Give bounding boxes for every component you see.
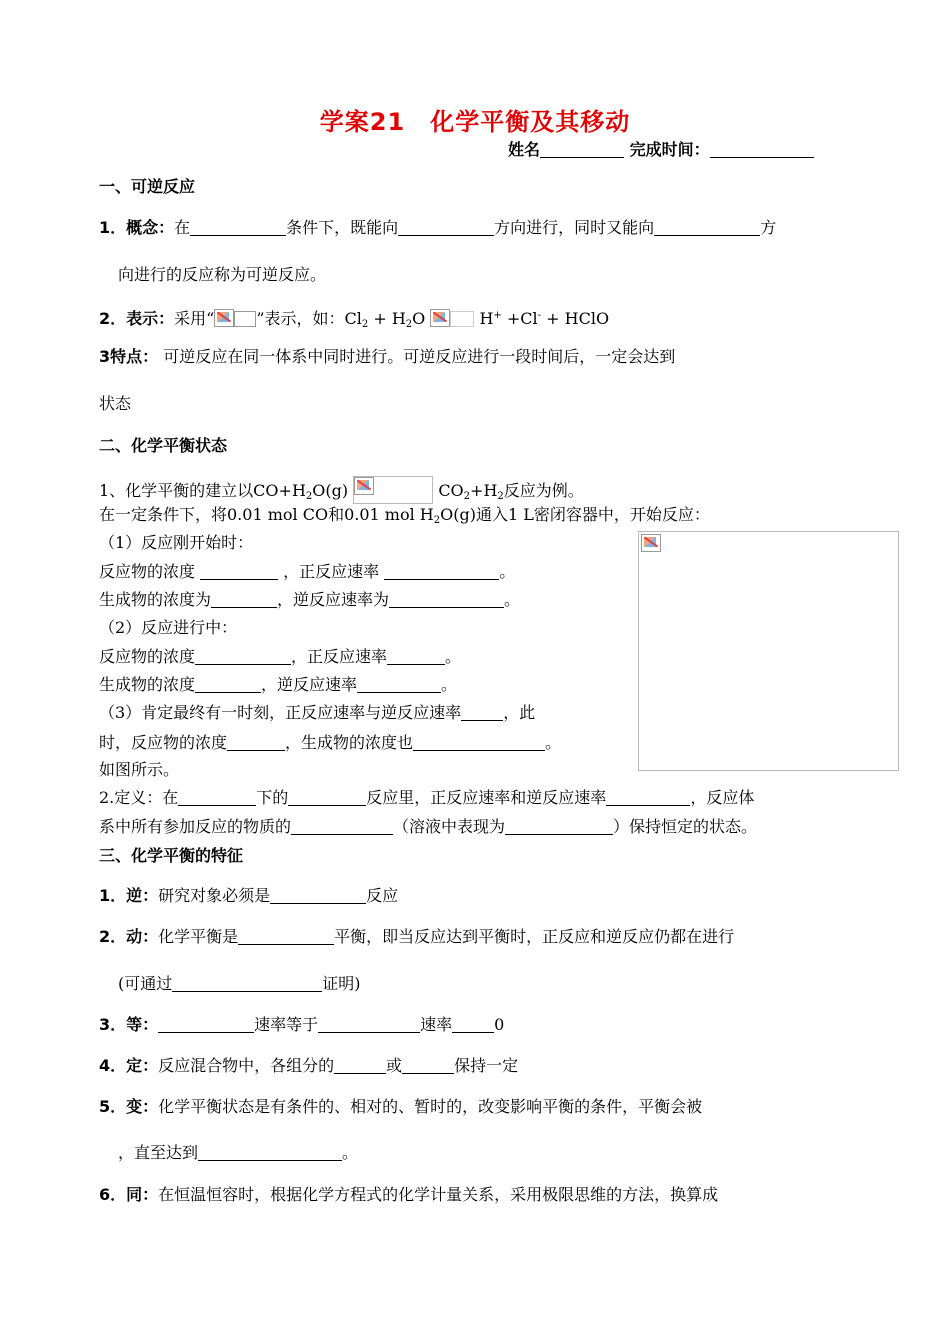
blank[interactable] [172, 975, 322, 992]
text: 时，反应物的浓度 [99, 733, 228, 752]
subscript: 2 [361, 319, 369, 330]
text: 。 [441, 675, 458, 694]
text: ，逆反应速率 [261, 675, 358, 694]
text: 化学平衡是 [158, 927, 239, 946]
text: 或 [386, 1056, 403, 1075]
stage-2-heading: （2）反应进行中： [99, 618, 238, 637]
blank[interactable] [505, 818, 613, 835]
subscript: 2 [305, 491, 313, 502]
text: 速率等于 [254, 1015, 319, 1034]
label: 5．变： [99, 1097, 159, 1116]
feature-fixed [99, 1056, 518, 1076]
text: 。 [499, 562, 516, 581]
rate-time-figure-placeholder [638, 531, 899, 771]
text: 下的 [256, 788, 289, 807]
text: 反应物的浓度 [99, 647, 196, 666]
stage-3-line-b [99, 733, 561, 753]
page-title: 学案21 化学平衡及其移动 [319, 108, 631, 136]
stage-3-line-c: 如图所示。 [99, 760, 180, 779]
feature-change [99, 1097, 702, 1117]
feature-equal [99, 1015, 504, 1035]
section-3-heading: 三、化学平衡的特征 [99, 846, 244, 865]
label: 1．逆： [99, 886, 159, 905]
label: 3．等： [99, 1015, 159, 1034]
text: O [412, 309, 431, 328]
text: ，生成物的浓度也 [285, 733, 414, 752]
stage-2-reactant [99, 647, 461, 667]
conditions-line [99, 505, 710, 531]
definition-line-a [99, 788, 754, 808]
text: 。 [342, 1143, 359, 1162]
text: 反应混合物中，各组分的 [158, 1056, 335, 1075]
subscript: 2 [405, 319, 413, 330]
stage-1-reactant [99, 562, 515, 582]
text: ，此 [503, 703, 536, 722]
text: + H [368, 309, 406, 328]
text: 2.定义：在 [99, 788, 179, 807]
blank[interactable] [195, 648, 291, 665]
blank[interactable] [195, 676, 261, 693]
time-blank[interactable] [710, 141, 814, 158]
label: 2．动： [99, 927, 159, 946]
text: 在一定条件下，将0.01 mol CO和0.01 mol H [99, 505, 434, 524]
text: 方向进行，同时又能向 [494, 218, 655, 237]
text: 。 [545, 733, 562, 752]
blank[interactable] [654, 219, 760, 236]
blank[interactable] [461, 704, 503, 721]
notation-line [99, 306, 609, 335]
blank[interactable] [402, 1057, 454, 1074]
text: 反应物的浓度 [99, 562, 201, 581]
feature-dynamic [99, 927, 734, 947]
blank[interactable] [606, 789, 690, 806]
definition-line-b [99, 817, 757, 837]
blank [234, 311, 256, 327]
blank[interactable] [270, 887, 366, 904]
concept-cont: 向进行的反应称为可逆反应。 [118, 265, 327, 284]
concept-line [99, 218, 776, 238]
text: 采用“ [174, 309, 215, 328]
feature-line [99, 347, 675, 367]
stage-2-product [99, 675, 457, 695]
text: ，正反应速率 [291, 647, 388, 666]
subscript: 2 [463, 491, 471, 502]
blank[interactable] [398, 219, 494, 236]
feature-cont: 状态 [99, 394, 132, 413]
concept-label: 1．概念： [99, 218, 175, 237]
stage-1-heading: （1）反应刚开始时： [99, 533, 254, 552]
text: ，反应体 [690, 788, 755, 807]
subscript: 2 [497, 491, 504, 502]
blank[interactable] [387, 648, 445, 665]
notation-label: 2．表示： [99, 309, 175, 328]
text: 研究对象必须是 [158, 886, 271, 905]
blank[interactable] [158, 1016, 254, 1033]
label: 4．定： [99, 1056, 159, 1075]
text: O(g)通入1 L密闭容器中，开始反应： [440, 505, 710, 524]
superscript: + [493, 310, 502, 321]
blank[interactable] [357, 676, 441, 693]
image-placeholder-icon [430, 309, 450, 327]
stage-3-line-a [99, 703, 535, 723]
image-placeholder-icon [641, 534, 661, 552]
text: 化学平衡状态是有条件的、相对的、暂时的，改变影响平衡的条件，平衡会被 [158, 1097, 703, 1116]
blank[interactable] [318, 1016, 420, 1033]
blank[interactable] [389, 591, 504, 608]
text: +Cl [501, 309, 538, 328]
text: H [474, 309, 494, 328]
feature-change-cont [118, 1143, 358, 1163]
blank [450, 311, 474, 327]
text: 条件下，既能向 [286, 218, 399, 237]
text: ”表示，如：Cl [256, 309, 362, 328]
blank[interactable] [288, 789, 366, 806]
text: （溶液中表现为 [393, 817, 506, 836]
time-label: 完成时间： [629, 140, 710, 159]
text: ，正反应速率 [278, 562, 385, 581]
text: 系中所有参加反应的物质的 [99, 817, 292, 836]
blank[interactable] [190, 219, 286, 236]
blank[interactable] [198, 1144, 342, 1161]
text: 证明) [322, 974, 361, 993]
section-2-heading: 二、化学平衡状态 [99, 436, 228, 455]
label: 6．同： [99, 1185, 159, 1204]
name-label: 姓名 [508, 140, 541, 159]
text: 方 [760, 218, 777, 237]
text: 。 [504, 590, 521, 609]
blank[interactable] [238, 928, 334, 945]
text: (可通过 [118, 974, 173, 993]
text: +H [470, 481, 498, 500]
text: 在恒温恒容时，根据化学方程式的化学计量关系，采用极限思维的方法，换算成 [158, 1185, 719, 1204]
text: 生成物的浓度为 [99, 590, 212, 609]
blank[interactable] [227, 734, 285, 751]
name-time-line [508, 137, 814, 160]
text: 。 [445, 647, 462, 666]
section-1-heading: 一、可逆反应 [99, 177, 196, 196]
text: 保持一定 [454, 1056, 519, 1075]
text: O(g) [312, 481, 354, 500]
blank[interactable] [413, 734, 545, 751]
text: 反应 [366, 886, 399, 905]
text: 生成物的浓度 [99, 675, 196, 694]
text: ）保持恒定的状态。 [613, 817, 758, 836]
text: 反应里，正反应速率和逆反应速率 [366, 788, 607, 807]
text: 0 [494, 1015, 505, 1034]
blank[interactable] [452, 1016, 494, 1033]
stage-1-product [99, 590, 520, 610]
blank[interactable] [334, 1057, 386, 1074]
image-placeholder-icon [214, 309, 234, 327]
text: ，直至达到 [118, 1143, 199, 1162]
feature-same [99, 1185, 718, 1205]
text: 1、化学平衡的建立以CO+H [99, 481, 306, 500]
blank[interactable] [384, 563, 499, 580]
superscript: - [537, 310, 542, 321]
text: ，逆反应速率为 [277, 590, 390, 609]
equilibrium-setup-line [99, 476, 584, 507]
equilibrium-arrow-placeholder [353, 476, 433, 504]
text: 可逆反应在同一体系中同时进行。可逆反应进行一段时间后，一定会达到 [163, 347, 676, 366]
blank[interactable] [200, 563, 278, 580]
image-placeholder-icon [354, 477, 374, 495]
subscript: 2 [433, 515, 441, 526]
blank[interactable] [291, 818, 393, 835]
text: 在 [174, 218, 191, 237]
text: 速率 [420, 1015, 453, 1034]
blank[interactable] [178, 789, 256, 806]
blank[interactable] [211, 591, 277, 608]
name-blank[interactable] [540, 141, 624, 158]
feature-label: 3特点： [99, 347, 159, 366]
text: 反应为例。 [503, 481, 584, 500]
feature-reverse [99, 886, 398, 906]
text: （3）肯定最终有一时刻，正反应速率与逆反应速率 [99, 703, 462, 722]
text: + HClO [541, 309, 610, 328]
feature-dynamic-cont [118, 974, 361, 994]
text: 平衡，即当反应达到平衡时，正反应和逆反应仍都在进行 [334, 927, 735, 946]
text: CO [438, 481, 464, 500]
